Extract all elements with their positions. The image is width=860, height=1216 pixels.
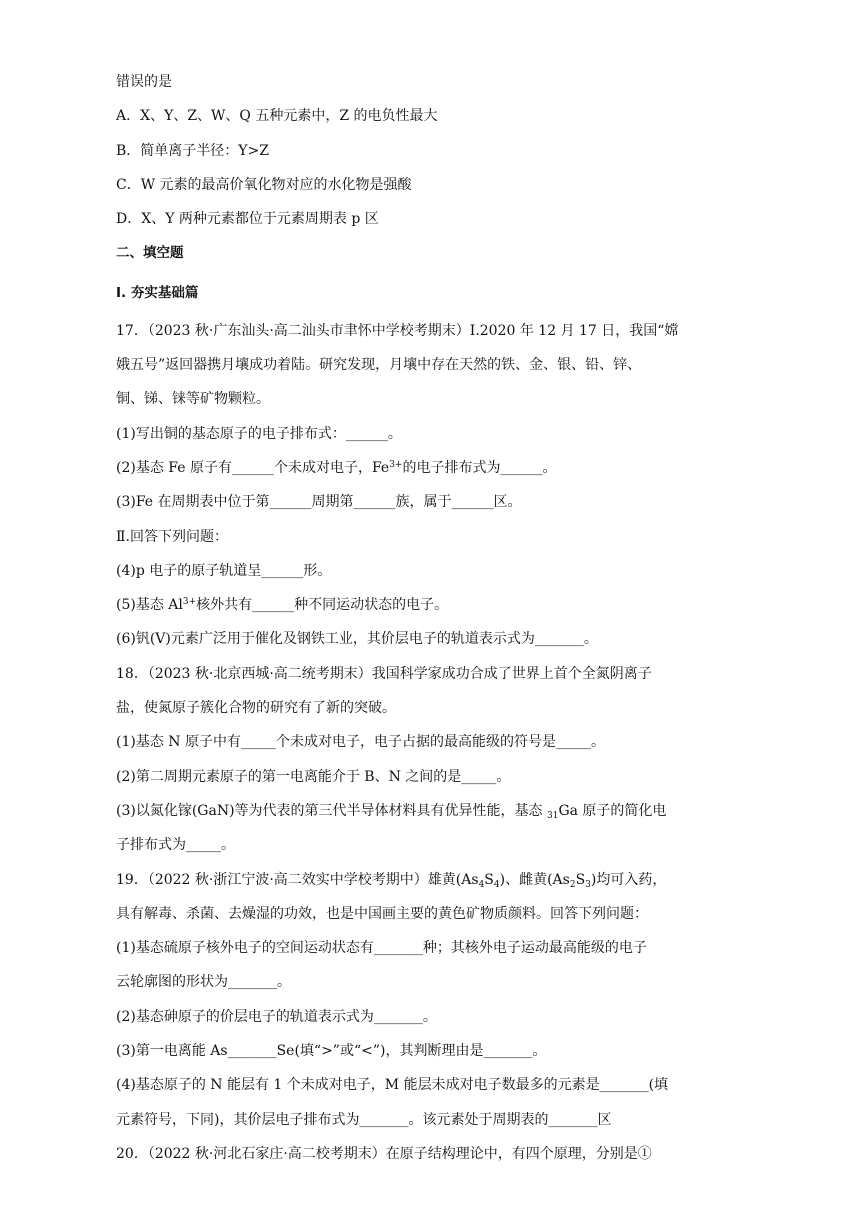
q17-part-2: (2)基态 Fe 原子有______个未成对电子，$Fe^{3+}$的电子排布式为______。 xyxy=(116,460,557,476)
q17-part-3: (3)Fe 在周期表中位于第______周期第______族，属于______区。 xyxy=(116,494,522,510)
q19-part-4: (4)基态原子的 N 能层有 1 个未成对电子，M 能层未成对电子数最多的元素是_______(填 xyxy=(116,1077,669,1093)
q17-line-2: 娥五号”返回器携月壤成功着陆。研究发现，月壤中存在天然的铁、金、银、铅、锌、 xyxy=(116,357,642,373)
q18-part-3: (3)以氮化镓(GaN)等为代表的第三代半导体材料具有优异性能，基态 $_{31}$Ga 原子的简化电 xyxy=(116,803,667,821)
q19-part-1: (1)基态硫原子核外电子的空间运动状态有_______种；其核外电子运动最高能级的电子 xyxy=(116,940,647,956)
q17-part-6: (6)钒(V)元素广泛用于催化及钢铁工业，其价层电子的轨道表示式为_______。 xyxy=(116,631,598,647)
q17-part-1: (1)写出铜的基态原子的电子排布式：______。 xyxy=(116,426,402,442)
section-heading-fill-in: 二、填空题 xyxy=(116,245,184,261)
option-c: C．W 元素的最高价氧化物对应的水化物是强酸 xyxy=(116,177,412,193)
subsection-heading-basics: Ⅰ. 夯实基础篇 xyxy=(116,285,199,301)
option-d: D．X、Y 两种元素都位于元素周期表 p 区 xyxy=(116,211,379,227)
q17-line-3: 铜、锑、铼等矿物颗粒。 xyxy=(116,391,270,407)
q19-part-4-cont: 元素符号，下同)，其价层电子排布式为_______。该元素处于周期表的_______区 xyxy=(116,1112,612,1128)
q19-part-3: (3)第一电离能 As_______Se(填“>”或“<”)，其判断理由是_______。 xyxy=(116,1043,547,1059)
question-16-tail: 错误的是 xyxy=(116,74,172,90)
q18-part-1: (1)基态 N 原子中有_____个未成对电子，电子占据的最高能级的符号是_____。 xyxy=(116,734,605,750)
q18-part-3-cont: 子排布式为_____。 xyxy=(116,837,235,853)
q19-line-2: 具有解毒、杀菌、去燥湿的功效，也是中国画主要的黄色矿物质颜料。回答下列问题： xyxy=(116,906,648,922)
q18-part-2: (2)第二周期元素原子的第一电离能介于 B、N 之间的是_____。 xyxy=(116,769,511,785)
q17-section-2: Ⅱ.回答下列问题： xyxy=(116,529,228,545)
q19-part-2: (2)基态砷原子的价层电子的轨道表示式为_______。 xyxy=(116,1009,437,1025)
q17-line-1: 17．（2023 秋·广东汕头·高二汕头市聿怀中学校考期末）I.2020 年 12 月 17 日，我国“嫦 xyxy=(116,323,679,339)
q18-line-2: 盐，使氮原子簇化合物的研究有了新的突破。 xyxy=(116,700,396,716)
q19-line-1: 19．（2022 秋·浙江宁波·高二效实中学校考期中）雄黄$(As_4S_4)$、雌黄$(As_2S_3)$均可入药， xyxy=(116,872,667,890)
q18-line-1: 18．（2023 秋·北京西城·高二统考期末）我国科学家成功合成了世界上首个全氮阴离子 xyxy=(116,666,652,682)
q17-part-5: (5)基态 $Al^{3+}$核外共有______种不同运动状态的电子。 xyxy=(116,597,449,613)
option-a: A．X、Y、Z、W、Q 五种元素中，Z 的电负性最大 xyxy=(116,108,438,124)
q20-line-1: 20．（2022 秋·河北石家庄·高二校考期末）在原子结构理论中，有四个原理，分别是① xyxy=(116,1146,652,1162)
q19-part-1-cont: 云轮廓图的形状为_______。 xyxy=(116,974,291,990)
option-b: B．简单离子半径：Y>Z xyxy=(116,143,269,159)
q17-part-4: (4)p 电子的原子轨道呈______形。 xyxy=(116,563,332,579)
